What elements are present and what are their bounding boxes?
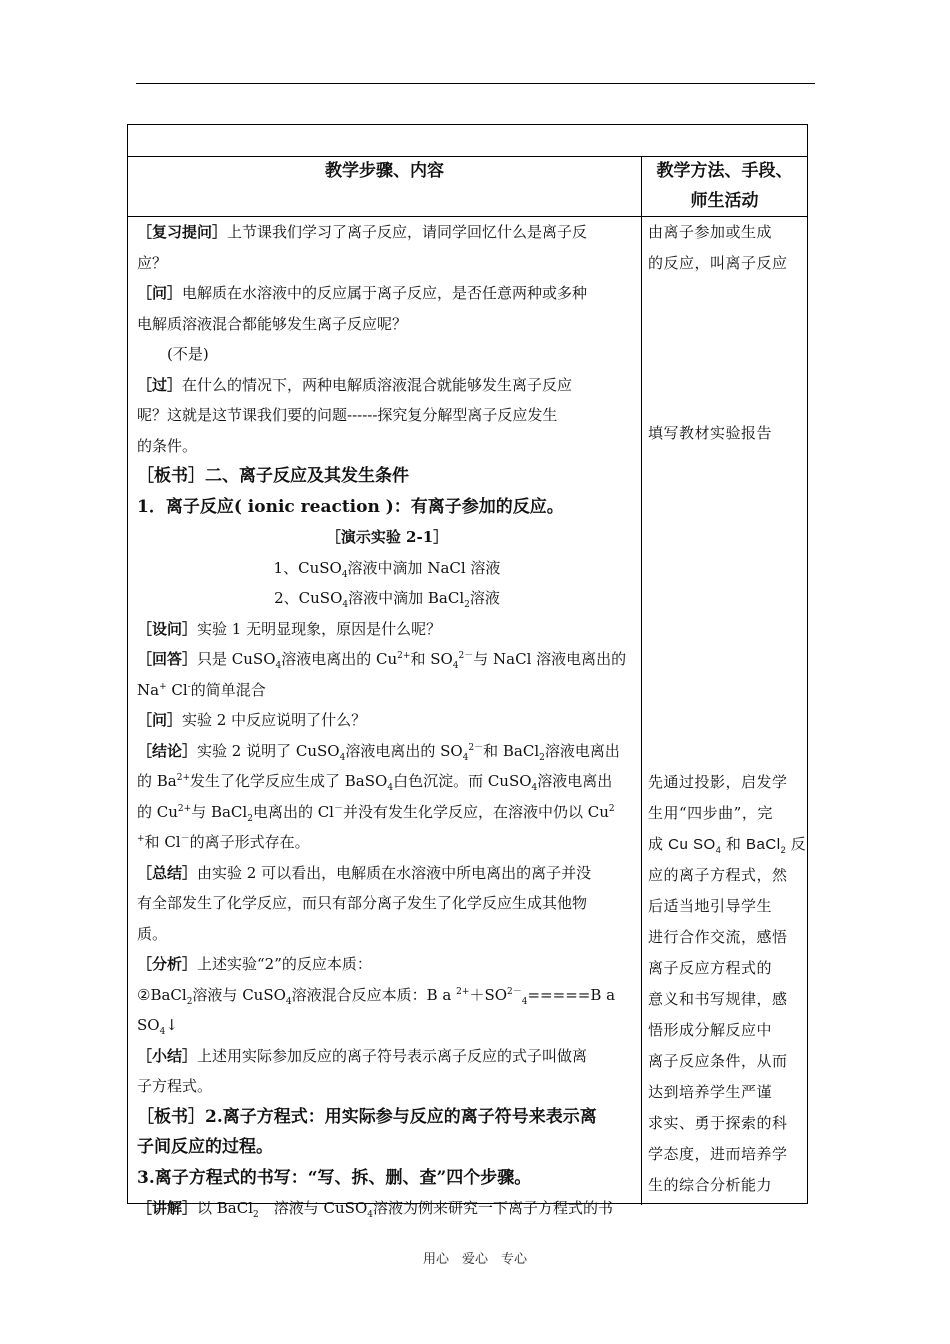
text: 发生了化学反应生成了 BaSO [190,772,388,790]
header-row [128,156,807,217]
text: 溶液与 CuSO [192,985,286,1004]
text: 并没有发生化学反应，在溶液中仍以 Cu [343,802,609,821]
text: 溶液电离出的 Cu [281,650,398,668]
header-steps-content: 教学步骤、内容 [325,161,444,181]
superscript: 2+ [176,773,191,783]
steps-content [137,217,637,1224]
note [648,829,807,860]
line: (不是) [167,345,209,363]
line [137,644,637,675]
text: 溶液中滴加 NaCl 溶液 [347,558,501,577]
text: 的 Cu [137,802,178,821]
text: 溶液混合反应本质：B a [291,985,457,1004]
note: 悟形成分解反应中 [648,1021,773,1039]
subscript: 4 [452,661,459,671]
text: 上述实验“2”的反应本质： [197,955,372,973]
text: 上述用实际参加反应的离子符号表示离子反应的式子叫做离 [197,1046,588,1065]
subscript: 4 [275,661,282,671]
subscript: 4 [462,752,469,763]
tag-analysis: ［分析］ [137,955,198,973]
superscript: 2－ [507,986,522,997]
subscript: 4 [339,752,346,763]
superscript: 2+ [177,803,192,814]
line [137,278,637,309]
text: 白色沉淀。而 CuSO [393,772,532,790]
tag-question: ［问］ [137,711,183,729]
text: 的 Ba [137,772,177,790]
note: 由离子参加或生成 [648,223,773,241]
line [137,797,637,828]
note: 的反应，叫离子反应 [648,254,788,272]
header-methods-line1: 教学方法、手段、 [656,161,793,181]
line: 有全部发生了化学反应，而只有部分离子发生了化学反应生成其他物 [137,894,588,912]
note: 求实、勇于探索的科 [648,1114,788,1132]
text: 只是 CuSO [197,650,276,668]
text: 溶液 [469,589,500,607]
subscript: 2 [247,813,253,824]
experiment-1 [137,553,637,584]
tag-summary: ［总结］ [137,863,198,882]
text: 和 Cl [144,833,181,851]
subscript: 4 [715,845,722,855]
subscript: 2 [186,996,193,1007]
tag-review: ［复习提问］ [137,223,228,241]
demo-heading: ［演示实验 2-1］ [325,528,449,546]
note: 生用“四步曲”，完 [648,804,773,822]
line [137,370,637,401]
line [137,949,637,980]
tag-explain: ［讲解］ [137,1199,198,1217]
line [137,980,637,1011]
page-footer: 用心 爱心 专心 [422,1252,527,1267]
board-section-2-cont: 子间反应的过程。 [137,1137,273,1157]
experiment-2 [137,583,637,614]
text: 以 BaCl [197,1199,254,1217]
text: 的离子形式存在。 [189,833,310,851]
line [137,675,637,706]
note: 填写教材实验报告 [648,424,773,442]
line [137,858,637,889]
text: 与 BaCl [191,802,248,821]
board-section-2: ［板书］2.离子方程式：用实际参与反应的离子符号来表示离 [137,1106,597,1127]
note: 应的离子方程式，然 [648,866,788,884]
note: 离子反应条件，从而 [648,1052,788,1070]
text: ②BaCl [137,985,187,1004]
text: 电解质在水溶液中的反应属于离子反应，是否任意两种或多种 [182,284,588,302]
subscript: 4 [342,600,349,610]
subscript: 2 [539,752,545,763]
line [137,614,637,645]
note: 意义和书写规律，感 [648,990,788,1008]
line: 应？ [137,253,168,272]
note: 生的综合分析能力 [648,1176,773,1194]
section-1-heading: 1．离子反应( ionic reaction )：有离子参加的反应。 [137,496,564,517]
text: 实验 2 中反应说明了什么？ [182,711,367,729]
text: 反 [786,836,807,853]
note: 进行合作交流，感悟 [648,928,788,946]
superscript: + [159,681,167,692]
subscript: 4 [341,569,348,580]
header-methods-line2: 师生活动 [690,191,759,211]
text: 溶液中滴加 BaCl [348,589,465,607]
methods-content [648,217,807,1201]
text: 溶液电离出的 SO [345,741,463,760]
text: Cl [166,680,188,699]
superscript: - [187,681,191,692]
subscript: 4 [159,1027,166,1037]
subscript: 2 [464,600,470,610]
spacer [648,449,803,767]
note: 达到培养学生严谨 [648,1083,773,1101]
text: 溶液电离出 [544,741,620,760]
line [137,766,637,797]
superscript: － [333,803,343,814]
subscript: 4 [521,996,528,1007]
text: ＋SO [469,985,508,1004]
note: 先通过投影，启发学 [648,773,788,791]
text: 和 BaCl [483,741,540,760]
superscript: + [137,834,145,844]
text: 在什么的情况下，两种电解质溶液混合就能够发生离子反应 [182,375,573,394]
text: Na [137,680,160,699]
board-heading: ［板书］二、离子反应及其发生条件 [137,466,409,486]
line: 的条件。 [137,436,198,455]
text: 1、CuSO [273,558,342,577]
text: SO [137,1016,160,1034]
text: 成 Cu SO [648,836,716,853]
text: 上节课我们学习了离子反应，请同学回忆什么是离子反 [227,223,588,241]
text: 和 SO [410,650,453,668]
note: 学态度，进而培养学 [648,1145,788,1163]
line [137,1193,637,1224]
line [137,705,637,736]
text: 实验 2 说明了 CuSO [197,741,340,760]
line: 呢？这就是这节课我们要的问题------探究复分解型离子反应发生 [137,406,558,424]
text: 电离出的 Cl [252,802,334,821]
line [137,736,637,767]
text: 溶液为例来研究一下离子方程式的书 [372,1199,613,1217]
subscript: 2 [253,1210,259,1220]
tag-question: ［问］ [137,284,183,302]
line [137,1041,637,1072]
subscript: 2 [780,845,787,855]
tag-brief: ［小结］ [137,1046,198,1065]
tag-transition: ［过］ [137,375,183,394]
superscript: 2 [608,803,615,814]
text: 溶液与 CuSO [258,1199,368,1217]
tag-conclusion: ［结论］ [137,741,198,760]
text: 和 BaCl [721,836,781,853]
top-rule [136,83,815,84]
note: 离子反应方程式的 [648,959,773,977]
note: 后适当地引导学生 [648,897,773,915]
superscript: 2+ [456,986,470,997]
line: 电解质溶液混合都能够发生离子反应呢？ [137,314,408,333]
superscript: 2－ [468,742,484,753]
line: 子方程式。 [137,1077,213,1095]
subscript: 4 [531,783,538,793]
text: 由实验 2 可以看出，电解质在水溶液中所电离出的离子并没 [197,863,592,882]
column-divider [641,156,642,1205]
text: 2、CuSO [274,589,343,607]
tag-answer: ［回答］ [137,650,198,668]
header-methods [642,156,807,216]
text: =====B a [527,985,616,1004]
line [137,1010,637,1041]
line [137,827,637,858]
empty-title-row [128,125,807,157]
spacer [648,279,803,418]
line: 质。 [137,924,168,943]
superscript: 2+ [397,651,411,661]
text: ↓ [165,1016,178,1034]
section-3-heading: 3.离子方程式的书写：“写、拆、删、查”四个步骤。 [137,1167,532,1188]
tag-ask: ［设问］ [137,619,198,638]
text: 实验 1 无明显现象，原因是什么呢？ [197,619,442,638]
superscript: － [180,834,190,844]
text: 与 NaCl 溶液电离出的 [473,650,627,668]
subscript: 4 [387,783,394,793]
superscript: 2－ [458,651,474,661]
line [137,217,637,248]
text: 的简单混合 [190,680,266,699]
lesson-table [127,124,808,1220]
subscript: 4 [367,1210,373,1220]
text: 溶液电离出 [537,772,613,790]
subscript: 4 [285,996,292,1007]
